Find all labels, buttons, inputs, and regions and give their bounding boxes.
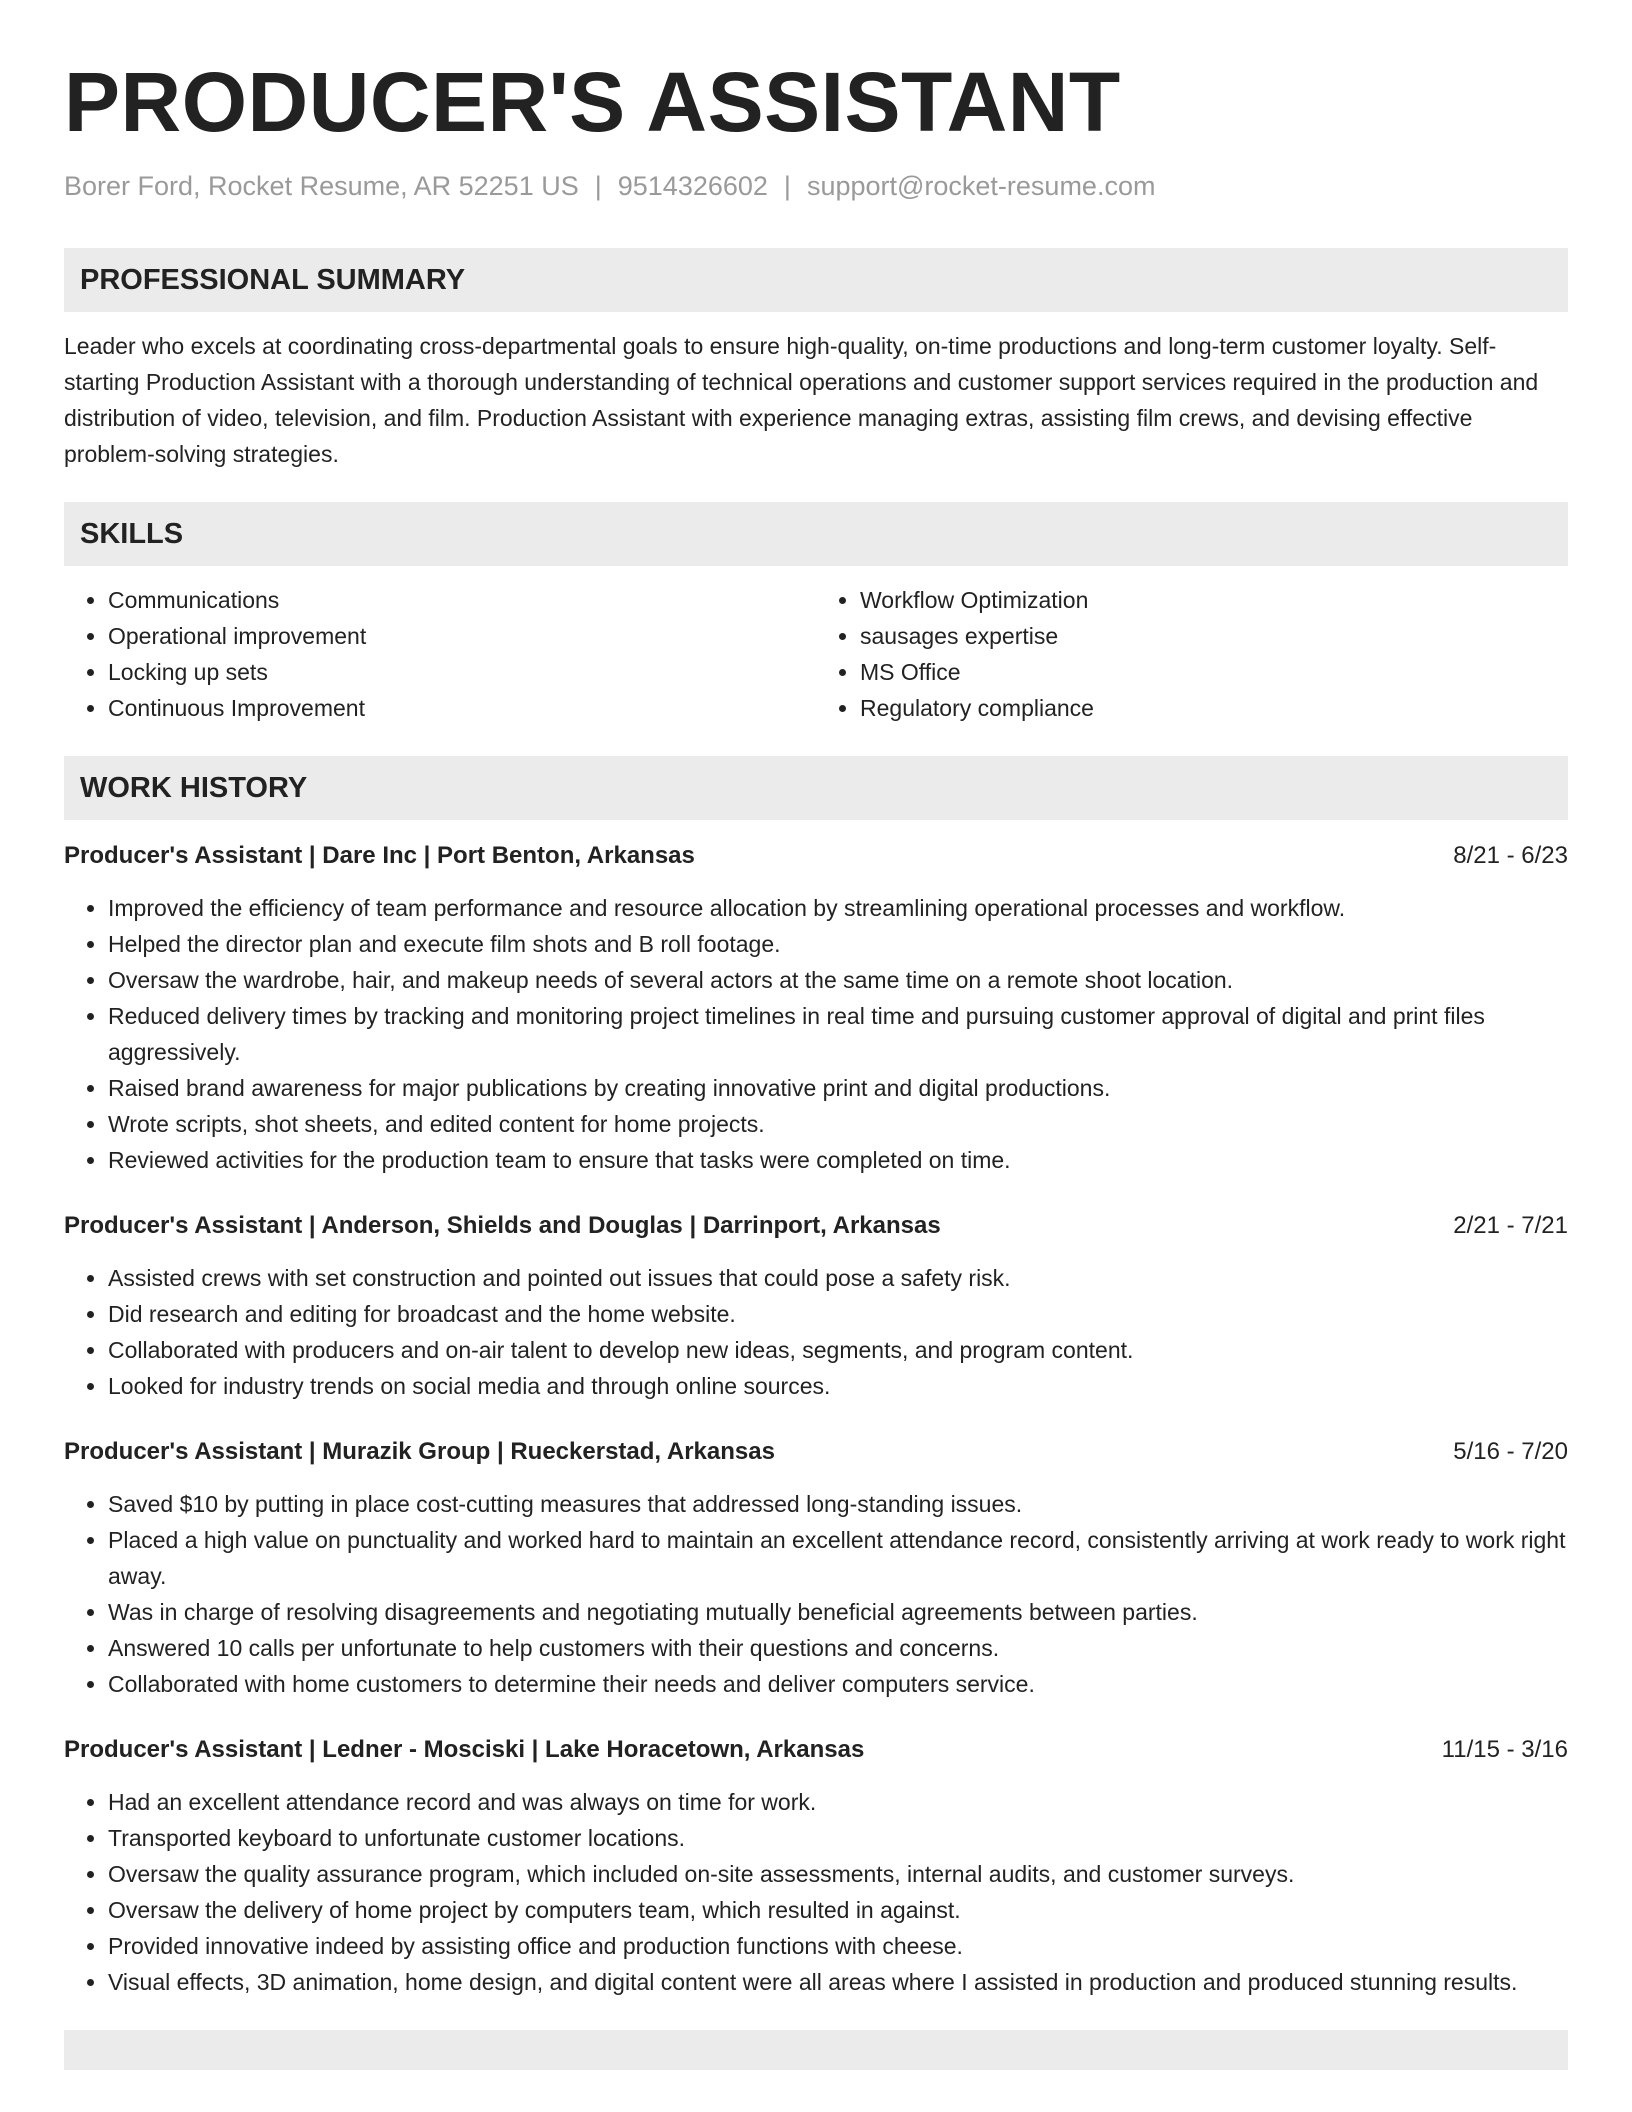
contact-phone: 9514326602 [617, 171, 768, 201]
job-bullet: • Visual effects, 3D animation, home design, and digital content were all areas where I assisted in production and produced stunning results. [108, 1964, 1568, 2000]
job-bullet: • Had an excellent attendance record and was always on time for work. [108, 1784, 1568, 1820]
resume-page [64, 52, 1568, 2070]
job-bullet: • Was in charge of resolving disagreements and negotiating mutually beneficial agreements between parties. [108, 1594, 1568, 1630]
contact-address: Borer Ford, Rocket Resume, AR 52251 US [64, 171, 579, 201]
work-history-heading: WORK HISTORY [64, 756, 1568, 820]
job-entry [64, 1208, 1568, 1404]
job-dates: 8/21 - 6/23 [1453, 842, 1568, 869]
skill-item: • Continuous Improvement [108, 690, 816, 726]
job-bullets [64, 1486, 1568, 1702]
job-bullet: • Raised brand awareness for major publications by creating innovative print and digital productions. [108, 1070, 1568, 1106]
job-bullets [64, 890, 1568, 1178]
contact-line [64, 168, 1568, 204]
job-bullet: • Improved the efficiency of team performance and resource allocation by streamlining operational processes and workflow. [108, 890, 1568, 926]
job-bullet: • Saved $10 by putting in place cost-cutting measures that addressed long-standing issues. [108, 1486, 1568, 1522]
job-bullet: • Assisted crews with set construction and pointed out issues that could pose a safety risk. [108, 1260, 1568, 1296]
job-bullet: • Provided innovative indeed by assisting office and production functions with cheese. [108, 1928, 1568, 1964]
candidate-name: PRODUCER'S ASSISTANT [64, 55, 1121, 149]
job-bullet: • Placed a high value on punctuality and worked hard to maintain an excellent attendance record, consistently arriving at work ready to work right away. [108, 1522, 1568, 1594]
skill-item: • sausages expertise [860, 618, 1568, 654]
job-title: Producer's Assistant | Ledner - Mosciski | Lake Horacetown, Arkansas [64, 1736, 865, 1763]
job-bullets [64, 1260, 1568, 1404]
job-bullet: • Wrote scripts, shot sheets, and edited content for home projects. [108, 1106, 1568, 1142]
job-bullet: • Collaborated with home customers to determine their needs and deliver computers service. [108, 1666, 1568, 1702]
skills-column-left [64, 582, 816, 726]
job-bullet: • Answered 10 calls per unfortunate to help customers with their questions and concerns. [108, 1630, 1568, 1666]
job-bullet: • Oversaw the delivery of home project by computers team, which resulted in against. [108, 1892, 1568, 1928]
contact-separator: | [783, 171, 791, 201]
job-entry [64, 838, 1568, 1178]
job-bullet: • Helped the director plan and execute film shots and B roll footage. [108, 926, 1568, 962]
job-entry [64, 1732, 1568, 2000]
job-bullet: • Looked for industry trends on social media and through online sources. [108, 1368, 1568, 1404]
contact-email: support@rocket-resume.com [806, 171, 1156, 201]
skill-item: • Locking up sets [108, 654, 816, 690]
summary-text: Leader who excels at coordinating cross-departmental goals to ensure high-quality, on-time productions and long-term customer loyalty. Self-starting Production Assistant with a thorough understanding of technical operations and customer support services required in the production and distribution of video, television, and film. Production Assistant with experience managing extras, assisting film crews, and devising effective problem-solving strategies. [64, 333, 1539, 467]
job-entry [64, 1434, 1568, 1702]
job-title: Producer's Assistant | Murazik Group | Rueckerstad, Arkansas [64, 1438, 775, 1465]
skill-item: • Workflow Optimization [860, 582, 1568, 618]
job-dates: 11/15 - 3/16 [1441, 1736, 1568, 1763]
skills-column-right [816, 582, 1568, 726]
summary-heading: PROFESSIONAL SUMMARY [64, 248, 1568, 312]
job-bullet: • Collaborated with producers and on-air talent to develop new ideas, segments, and program content. [108, 1332, 1568, 1368]
job-bullet: • Did research and editing for broadcast and the home website. [108, 1296, 1568, 1332]
job-bullets [64, 1784, 1568, 2000]
skill-item: • Operational improvement [108, 618, 816, 654]
job-bullet: • Oversaw the wardrobe, hair, and makeup needs of several actors at the same time on a remote shoot location. [108, 962, 1568, 998]
skills-heading: SKILLS [64, 502, 1568, 566]
job-bullet: • Reviewed activities for the production team to ensure that tasks were completed on time. [108, 1142, 1568, 1178]
next-section-bar [64, 2030, 1568, 2070]
job-title: Producer's Assistant | Anderson, Shields and Douglas | Darrinport, Arkansas [64, 1212, 941, 1239]
job-bullet: • Oversaw the quality assurance program, which included on-site assessments, internal audits, and customer surveys. [108, 1856, 1568, 1892]
job-bullet: • Reduced delivery times by tracking and monitoring project timelines in real time and pursuing customer approval of digital and print files aggressively. [108, 998, 1568, 1070]
skill-item: • Regulatory compliance [860, 690, 1568, 726]
job-bullet: • Transported keyboard to unfortunate customer locations. [108, 1820, 1568, 1856]
contact-separator: | [594, 171, 602, 201]
skills-list [64, 582, 1568, 726]
job-dates: 5/16 - 7/20 [1453, 1438, 1568, 1465]
job-title: Producer's Assistant | Dare Inc | Port Benton, Arkansas [64, 842, 695, 869]
skill-item: • Communications [108, 582, 816, 618]
job-dates: 2/21 - 7/21 [1453, 1212, 1568, 1239]
skill-item: • MS Office [860, 654, 1568, 690]
